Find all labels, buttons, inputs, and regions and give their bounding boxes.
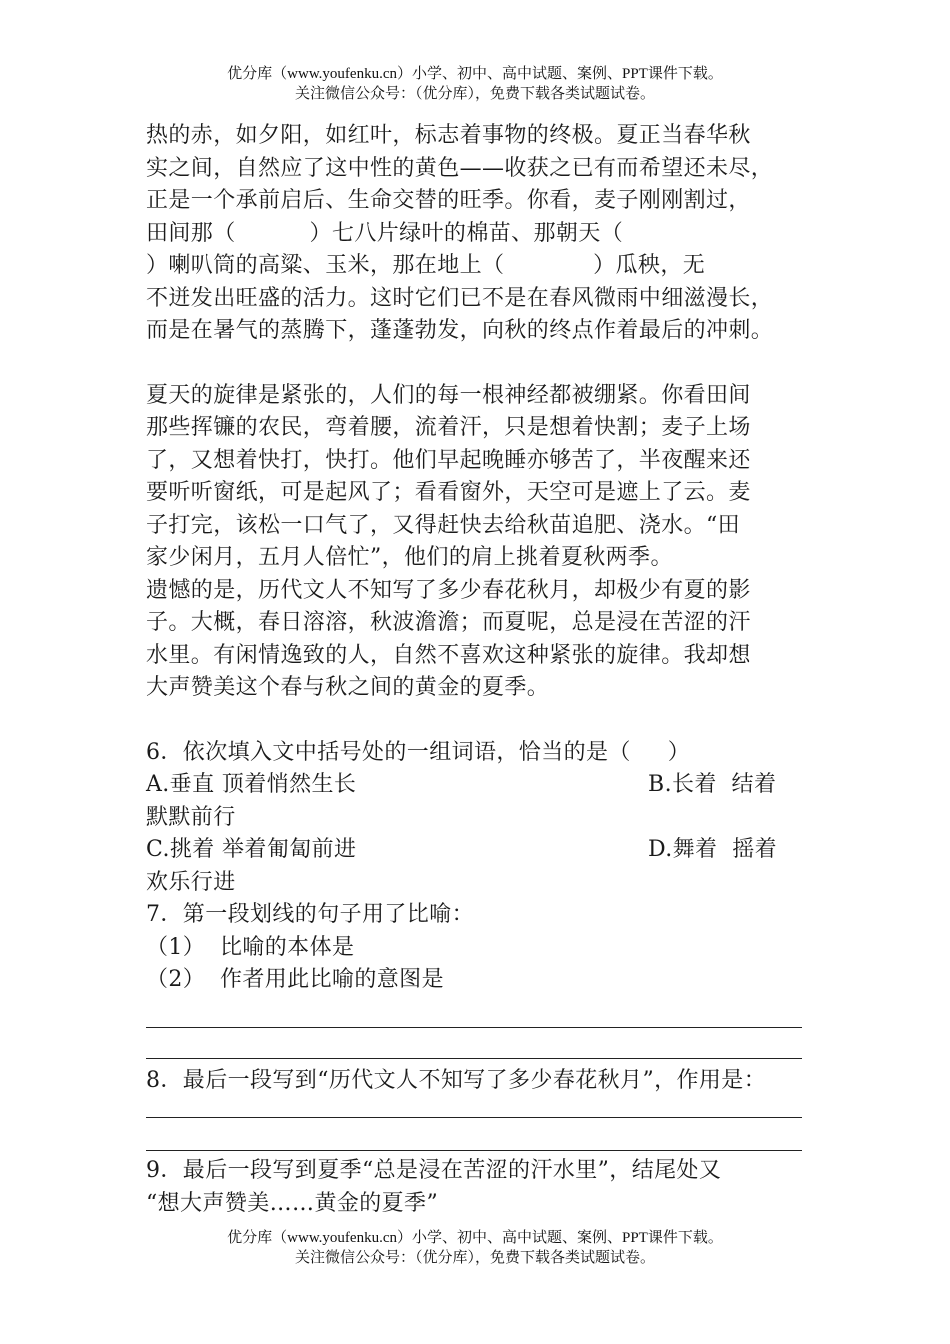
question-8 (146, 1065, 811, 1152)
p1-line-4: 田间那（ ）七八片绿叶的棉苗、那朝天（ (146, 220, 624, 246)
p2-line-2: 那些挥镰的农民，弯着腰，流着汗，只是想着快割；麦子上场 (146, 415, 751, 440)
document-body (146, 120, 811, 1220)
q6-option-b: B.长着 结着 (648, 772, 777, 797)
p2-line-3: 了，又想着快打，快打。他们早起晚睡亦够苦了，半夜醒来还 (146, 447, 751, 473)
p3-line-2: 子。大概，春日溶溶，秋波澹澹；而夏呢，总是浸在苦涩的汗 (146, 610, 751, 635)
q6-options-row-1 (146, 769, 811, 802)
header-line-1: 优分库（www.youfenku.cn）小学、初中、高中试题、案例、PPT课件下载。 (227, 66, 723, 82)
p3-line-1: 遗憾的是，历代文人不知写了多少春花秋月，却极少有夏的影 (146, 577, 751, 603)
q6-option-b-continued: 默默前行 (146, 804, 236, 830)
q7-sub-2: （2） 作者用此比喻的意图是 (146, 967, 444, 992)
question-6 (146, 737, 811, 900)
header-line-2: 关注微信公众号：（优分库），免费下载各类试题试卷。 (294, 86, 655, 102)
q6-option-d-continued: 欢乐行进 (146, 869, 236, 895)
q6-options-row-2 (146, 834, 811, 867)
q8-answer-line-2[interactable] (146, 1150, 802, 1151)
page-header (0, 64, 950, 104)
q6-stem: 6．依次填入文中括号处的一组词语，恰当的是（ ） (146, 739, 691, 765)
q9-stem-line-1: 9．最后一段写到夏季“总是浸在苦涩的汗水里”，结尾处又 (146, 1158, 722, 1183)
q7-stem: 7．第一段划线的句子用了比喻： (146, 902, 474, 927)
q9-stem-line-2: “想大声赞美……黄金的夏季” (146, 1190, 439, 1216)
p1-line-7: 而是在暑气的蒸腾下，蓬蓬勃发，向秋的终点作着最后的冲刺。 (146, 318, 774, 343)
paragraph-3 (146, 575, 811, 705)
q8-stem: 8．最后一段写到“历代文人不知写了多少春花秋月”，作用是： (146, 1067, 767, 1093)
paragraph-1 (146, 120, 811, 348)
p1-line-1: 热的赤，如夕阳，如红叶，标志着事物的终极。夏正当春华秋 (146, 123, 751, 148)
p2-line-4: 要听听窗纸，可是起风了；看看窗外，天空可是遮上了云。麦 (146, 480, 751, 505)
q6-option-a: A.垂直 顶着悄然生长 (146, 772, 357, 797)
p1-line-2: 实之间，自然应了这中性的黄色——收获之已有而希望还未尽， (146, 155, 774, 181)
p3-line-4: 大声赞美这个春与秋之间的黄金的夏季。 (146, 675, 550, 700)
p1-line-3: 正是一个承前启后、生命交替的旺季。你看，麦子刚刚割过， (146, 188, 751, 213)
q7-sub-1: （1） 比喻的本体是 (146, 934, 355, 960)
q6-option-c: C.挑着 举着匍匐前进 (146, 837, 357, 862)
q7-answer-line-2[interactable] (146, 1058, 802, 1059)
q6-option-d: D.舞着 摇着 (648, 837, 778, 862)
question-7 (146, 899, 811, 1059)
p1-line-6: 不迸发出旺盛的活力。这时它们已不是在春风微雨中细滋漫长， (146, 285, 774, 311)
p2-line-5: 子打完，该松一口气了，又得赶快去给秋苗追肥、浇水。“田 (146, 512, 741, 538)
paragraph-2 (146, 380, 811, 575)
p1-line-5: ）喇叭筒的高粱、玉米，那在地上（ ）瓜秧，无 (146, 253, 706, 278)
p2-line-1: 夏天的旋律是紧张的，人们的每一根神经都被绷紧。你看田间 (146, 382, 751, 408)
p3-line-3: 水里。有闲情逸致的人，自然不喜欢这种紧张的旋律。我却想 (146, 642, 751, 668)
page-footer (0, 1228, 950, 1268)
footer-line-2: 关注微信公众号：（优分库），免费下载各类试题试卷。 (294, 1250, 655, 1266)
footer-line-1: 优分库（www.youfenku.cn）小学、初中、高中试题、案例、PPT课件下载。 (227, 1230, 723, 1246)
p2-line-6: 家少闲月，五月人倍忙”，他们的肩上挑着夏秋两季。 (146, 545, 673, 570)
question-9 (146, 1155, 811, 1220)
